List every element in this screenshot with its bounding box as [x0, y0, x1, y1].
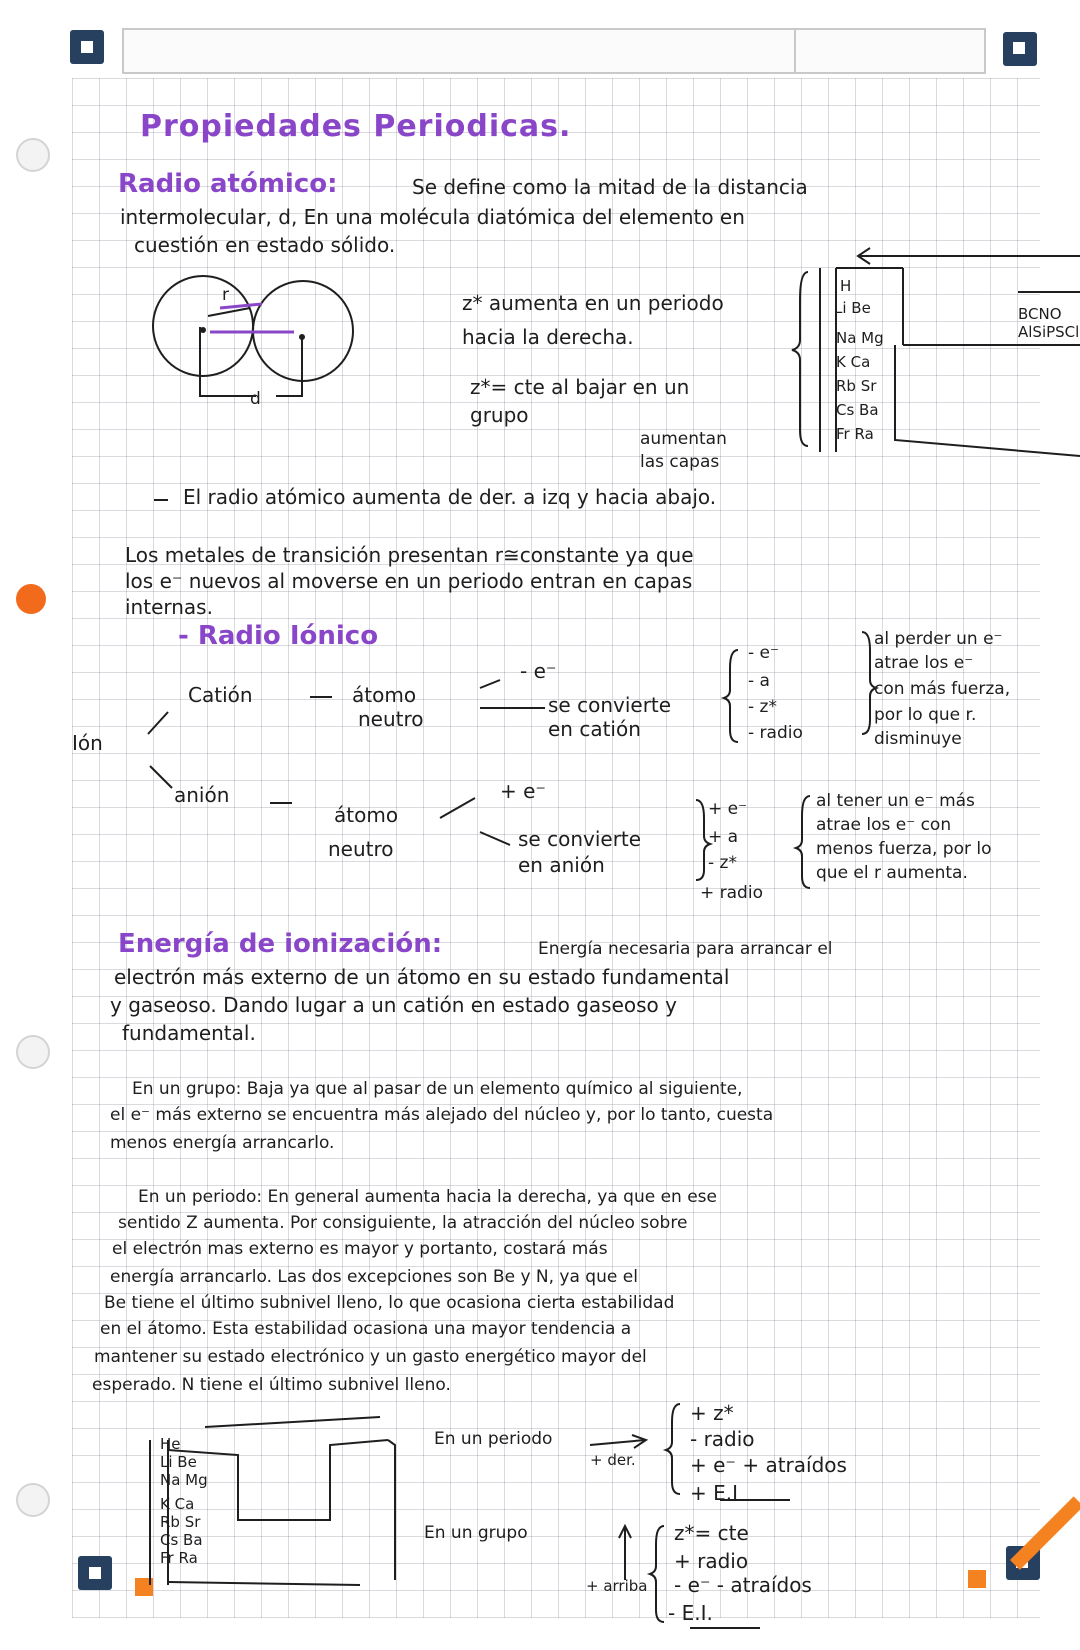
cation-effect: - radio	[748, 723, 803, 743]
zeff-note-4: grupo	[470, 403, 529, 427]
anion-note-3: menos fuerza, por lo	[816, 839, 992, 859]
box-label-2: AlSiPSCl	[1018, 323, 1080, 341]
cation-note-1: al perder un e⁻	[874, 629, 1003, 649]
anion-effect: + e⁻	[708, 799, 748, 819]
mas-arriba-label: + arriba	[586, 1577, 648, 1595]
energia-def-2: electrón más externo de un átomo en su estado fundamental	[114, 965, 730, 989]
radius-label: r	[222, 285, 229, 305]
periodo-explanation-3: el electrón mas externo es mayor y portanto, costará más	[112, 1239, 608, 1259]
orange-marker	[968, 1570, 986, 1588]
table-row: Li Be	[160, 1453, 197, 1471]
radio-ionico-heading: - Radio Iónico	[178, 621, 379, 651]
table-row: K Ca	[160, 1495, 195, 1513]
zeff-note-1: z* aumenta en un periodo	[462, 291, 724, 315]
transition-note-1: Los metales de transición presentan r≅constante ya que	[125, 543, 694, 567]
capas-note-2: las capas	[640, 452, 720, 472]
grupo-explanation-1: En un grupo: Baja ya que al pasar de un elemento químico al siguiente,	[132, 1079, 743, 1099]
neutral-atom-label-2: neutro	[358, 707, 424, 731]
lose-electron-label: - e⁻	[520, 659, 557, 683]
grupo-effect: - E.I.	[668, 1601, 713, 1625]
anion-neutral-atom-2: neutro	[328, 837, 394, 861]
grupo-explanation-2: el e⁻ más externo se encuentra más alejado del núcleo y, por lo tanto, cuesta	[110, 1105, 774, 1125]
anion-effect: + a	[708, 827, 739, 847]
periodo-explanation-5: Be tiene el último subnivel lleno, lo que ocasiona cierta estabilidad	[104, 1293, 675, 1313]
grupo-effect: + radio	[674, 1549, 749, 1573]
anion-note-1: al tener un e⁻ más	[816, 791, 975, 811]
periodo-explanation-8: esperado. N tiene el último subnivel lleno.	[92, 1375, 451, 1395]
cation-effect: - a	[748, 671, 770, 691]
binder-hole-orange	[16, 584, 46, 614]
cation-label: Catión	[188, 683, 253, 707]
transition-note-2: los e⁻ nuevos al moverse en un periodo entran en capas	[125, 569, 693, 593]
radio-atomico-heading: Radio atómico:	[118, 169, 338, 199]
becomes-cation-2: en catión	[548, 717, 641, 741]
table-row: Fr Ra	[160, 1549, 198, 1567]
table-row: Na Mg	[160, 1471, 208, 1489]
distance-label: d	[250, 389, 261, 409]
periodo-explanation-4: energía arrancarlo. Las dos excepciones son Be y N, ya que el	[110, 1267, 638, 1287]
energia-def-1: Energía necesaria para arrancar el	[538, 939, 833, 959]
binder-hole	[16, 138, 50, 172]
corner-mark-bottom-left	[78, 1556, 112, 1590]
energia-def-3: y gaseoso. Dando lugar a un catión en estado gaseoso y	[110, 993, 677, 1017]
ion-label: Ión	[72, 731, 103, 755]
periodo-explanation-1: En un periodo: En general aumenta hacia la derecha, ya que en ese	[138, 1187, 717, 1207]
anion-note-2: atrae los e⁻ con	[816, 815, 952, 835]
anion-effect: + radio	[700, 883, 763, 903]
zeff-note-2: hacia la derecha.	[462, 325, 634, 349]
zeff-note-3: z*= cte al bajar en un	[470, 375, 690, 399]
becomes-anion-2: en anión	[518, 853, 605, 877]
cation-effect: - e⁻	[748, 643, 779, 663]
periodo-explanation-2: sentido Z aumenta. Por consiguiente, la atracción del núcleo sobre	[118, 1213, 688, 1233]
periodo-effect: - radio	[690, 1427, 755, 1451]
radio-def-line-1: Se define como la mitad de la distancia	[412, 175, 808, 199]
becomes-anion-1: se convierte	[518, 827, 642, 851]
radio-def-line-3: cuestión en estado sólido.	[134, 233, 396, 257]
anion-label: anión	[174, 783, 230, 807]
periodo-effect: + E.I	[690, 1481, 739, 1505]
table-row: Cs Ba	[836, 401, 879, 419]
table-row: He	[160, 1435, 181, 1453]
periodo-effect: + z*	[690, 1401, 734, 1425]
table-row: Na Mg	[836, 329, 884, 347]
anion-note-4: que el r aumenta.	[816, 863, 968, 883]
grupo-effect: - e⁻ - atraídos	[674, 1573, 812, 1597]
table-row: Rb Sr	[836, 377, 877, 395]
table-row: Cs Ba	[160, 1531, 203, 1549]
grupo-effect: z*= cte	[674, 1521, 749, 1545]
cation-note-5: disminuye	[874, 729, 962, 749]
table-row: Rb Sr	[160, 1513, 201, 1531]
table-row: Li Be	[834, 299, 871, 317]
binder-hole	[16, 1483, 50, 1517]
grupo-explanation-3: menos energía arrancarlo.	[110, 1133, 335, 1153]
cation-effect: - z*	[748, 697, 777, 717]
neutral-atom-label-1: átomo	[352, 683, 417, 707]
energia-def-4: fundamental.	[122, 1021, 256, 1045]
periodo-explanation-6: en el átomo. Esta estabilidad ocasiona una mayor tendencia a	[100, 1319, 632, 1339]
en-un-grupo-label: En un grupo	[424, 1523, 528, 1543]
header-box	[122, 28, 986, 74]
en-un-periodo-label: En un periodo	[434, 1429, 553, 1449]
orange-marker	[135, 1578, 153, 1596]
radio-def-line-2: intermolecular, d, En una molécula diatómica del elemento en	[120, 205, 745, 229]
anion-neutral-atom-1: átomo	[334, 803, 399, 827]
box-label-1: BCNO	[1018, 305, 1062, 323]
table-row: H	[840, 277, 852, 295]
transition-note-3: internas.	[125, 595, 213, 619]
energia-ionizacion-heading: Energía de ionización:	[118, 929, 443, 959]
table-row: K Ca	[836, 353, 871, 371]
cation-note-2: atrae los e⁻	[874, 653, 974, 673]
periodo-effect: + e⁻ + atraídos	[690, 1453, 847, 1477]
page-title: Propiedades Periodicas.	[140, 109, 572, 144]
gain-electron-label: + e⁻	[500, 779, 546, 803]
cation-note-3: con más fuerza,	[874, 679, 1011, 699]
anion-effect: - z*	[708, 853, 737, 873]
capas-note-1: aumentan	[640, 429, 727, 449]
becomes-cation-1: se convierte	[548, 693, 672, 717]
binder-hole	[16, 1035, 50, 1069]
cation-note-4: por lo que r.	[874, 705, 977, 725]
radio-conclusion: El radio atómico aumenta de der. a izq y hacia abajo.	[183, 485, 717, 509]
periodo-explanation-7: mantener su estado electrónico y un gasto energético mayor del	[94, 1347, 647, 1367]
corner-mark-top-right	[1003, 32, 1037, 66]
corner-mark-top-left	[70, 30, 104, 64]
table-row: Fr Ra	[836, 425, 874, 443]
mas-derecha-label: + der.	[590, 1451, 636, 1469]
